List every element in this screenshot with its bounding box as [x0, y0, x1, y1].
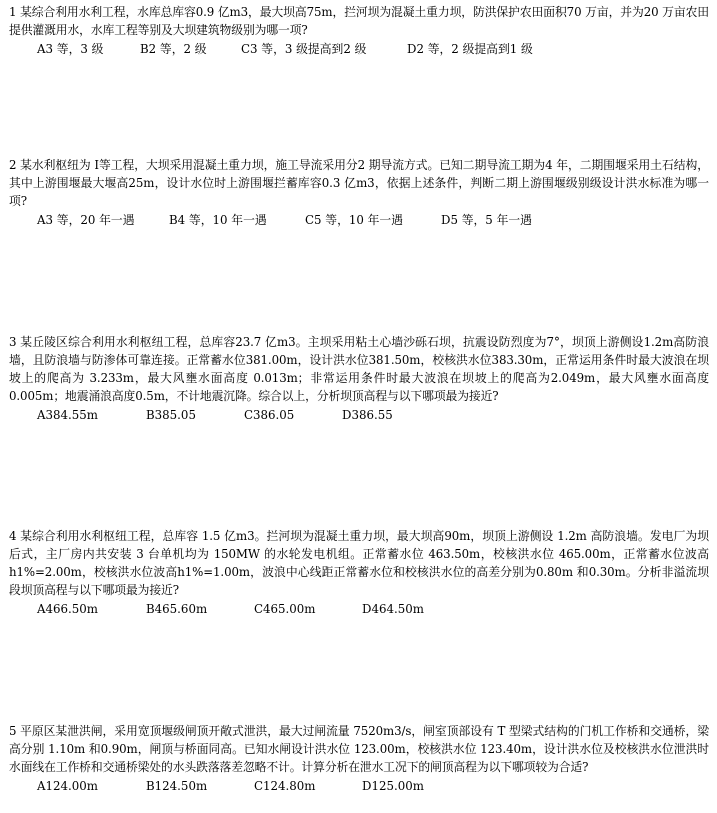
question-4-option-d: D464.50m [362, 602, 424, 616]
question-2-options [9, 211, 709, 229]
question-5-option-a: A124.00m [37, 779, 98, 793]
question-2 [9, 156, 709, 229]
question-3-option-c: C386.05 [244, 408, 295, 422]
question-4-option-b: B465.60m [146, 602, 208, 616]
question-4-options [9, 600, 709, 618]
question-1 [9, 3, 709, 58]
question-4 [9, 527, 709, 618]
question-5 [9, 722, 709, 795]
question-3-option-b: B385.05 [146, 408, 196, 422]
question-4-option-c: C465.00m [254, 602, 316, 616]
question-5-stem: 5 平原区某泄洪闸，采用宽顶堰级闸顶开敞式泄洪，最大过闸流量 7520m3/s，闸室顶部设有 T 型梁式结构的门机工作桥和交通桥，梁高分别 1.10m 和0.90m，闸顶与桥面同高。已知水闸设计洪水位 123.00m，校核洪水位 123.40m，设计洪水位及校核洪水位泄洪时水面线在工作桥和交通桥梁处的水头跌落落差忽略不计。计算分析在泄水工况下的闸顶高程为以下哪项较为合适? [9, 724, 709, 774]
question-3-options [9, 406, 709, 424]
question-4-option-a: A466.50m [37, 602, 98, 616]
question-2-option-c: C5 等，10 年一遇 [305, 213, 404, 227]
question-2-option-d: D5 等，5 年一遇 [441, 213, 532, 227]
question-5-option-d: D125.00m [362, 779, 424, 793]
question-3 [9, 333, 709, 424]
question-3-option-a: A384.55m [37, 408, 98, 422]
question-5-option-c: C124.80m [254, 779, 316, 793]
question-5-option-b: B124.50m [146, 779, 208, 793]
question-3-option-d: D386.55 [342, 408, 393, 422]
question-1-option-d: D2 等，2 级提高到1 级 [407, 42, 533, 56]
question-3-stem: 3 某丘陵区综合利用水利枢纽工程，总库容23.7 亿m3。主坝采用粘土心墙沙砾石坝，抗震设防烈度为7°，坝顶上游侧设1.2m高防浪墙，且防浪墙与防渗体可靠连接。正常蓄水位381.00m，设计洪水位381.50m，校核洪水位383.30m，正常运用条件时最大波浪在坝坡上的爬高为 3.233m，最大风壅水面高度 0.013m；非常运用条件时最大波浪在坝坡上的爬高为2.049m，最大风壅水面高度0.005m；地震涌浪高度0.5m，不计地震沉降。综合以上，分析坝顶高程与以下哪项最为接近? [9, 335, 709, 403]
question-2-option-a: A3 等，20 年一遇 [37, 213, 135, 227]
question-1-options [9, 40, 709, 58]
question-1-option-a: A3 等，3 级 [37, 42, 104, 56]
question-4-stem: 4 某综合利用水利枢纽工程，总库容 1.5 亿m3。拦河坝为混凝土重力坝，最大坝高90m，坝顶上游侧设 1.2m 高防浪墙。发电厂为坝后式，主厂房内共安装 3 台单机均为 150MW 的水轮发电机组。正常蓄水位 463.50m，校核洪水位 465.00m，正常蓄水位波高h1%=2.00m，校核洪水位波高h1%=1.00m，波浪中心线距正常蓄水位和校核洪水位的高差分别为0.80m 和0.30m。分析非溢流坝段坝顶高程与以下哪项最为接近? [9, 529, 709, 597]
question-1-stem: 1 某综合利用水利工程，水库总库容0.9 亿m3，最大坝高75m，拦河坝为混凝土重力坝，防洪保护农田面积70 万亩，并为20 万亩农田提供灌溉用水，水库工程等别及大坝建筑物级别为哪一项? [9, 5, 709, 37]
question-1-option-c: C3 等，3 级提高到2 级 [241, 42, 367, 56]
question-2-stem: 2 某水利枢纽为 I等工程，大坝采用混凝土重力坝，施工导流采用分2 期导流方式。已知二期导流工期为4 年，二期围堰采用土石结构，其中上游围堰最大堰高25m，设计水位时上游围堰拦蓄库容0.3 亿m3，依据上述条件，判断二期上游围堰级别级设计洪水标准为哪一项? [9, 158, 709, 208]
question-5-options [9, 777, 709, 795]
question-2-option-b: B4 等，10 年一遇 [169, 213, 267, 227]
question-1-option-b: B2 等，2 级 [140, 42, 207, 56]
